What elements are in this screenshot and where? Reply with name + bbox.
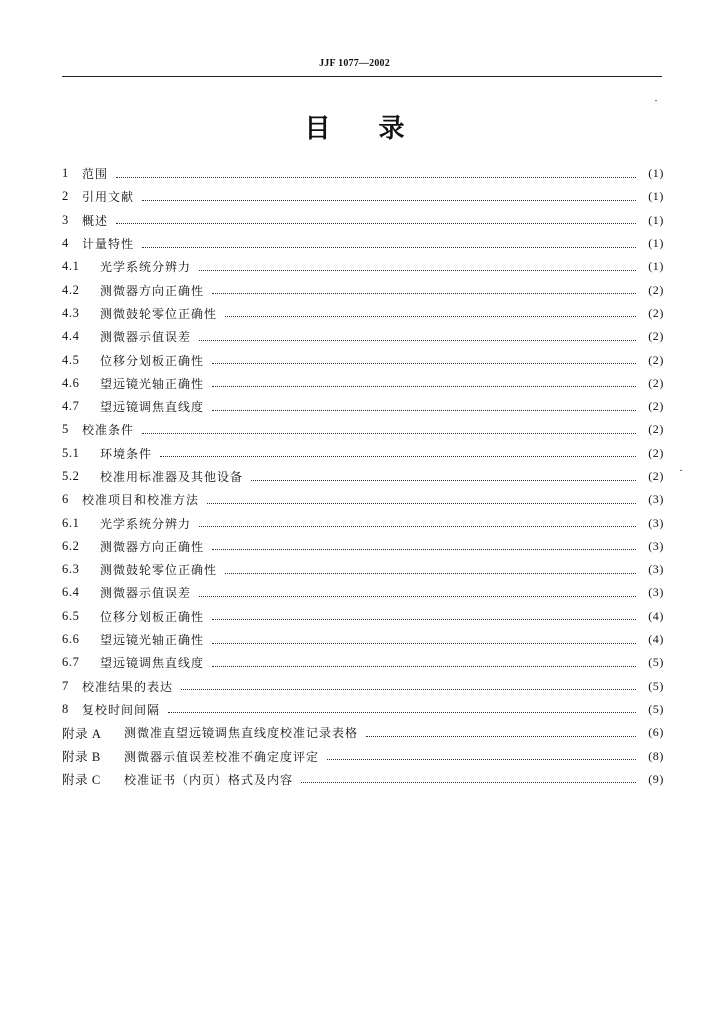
toc-entry-title: 测微器示值误差	[100, 330, 192, 345]
toc-dot-leader	[207, 502, 636, 504]
toc-dot-leader	[366, 735, 636, 737]
toc-entry-page: (2)	[648, 399, 664, 414]
toc-entry-number: 附录 C	[62, 773, 101, 788]
toc-entry-title: 范围	[82, 167, 109, 182]
toc-entry-number: 5.1	[62, 445, 80, 460]
toc-entry-number: 3	[62, 212, 69, 227]
toc-entry-title: 测微器示值误差	[100, 586, 192, 601]
toc-entry[interactable]	[62, 768, 664, 791]
toc-entry-title: 计量特性	[82, 237, 135, 252]
toc-entry-page: (3)	[648, 538, 664, 553]
toc-entry[interactable]	[62, 162, 664, 185]
toc-entry-title: 引用文献	[82, 190, 135, 205]
toc-dot-leader	[212, 548, 636, 550]
toc-dot-leader	[225, 572, 636, 574]
toc-entry-title: 光学系统分辨力	[100, 260, 192, 275]
toc-entry-title: 望远镜调焦直线度	[100, 656, 205, 671]
toc-entry[interactable]	[62, 628, 664, 651]
toc-entry[interactable]	[62, 581, 664, 604]
toc-entry-number: 7	[62, 678, 69, 693]
toc-entry[interactable]	[62, 418, 664, 441]
toc-entry[interactable]	[62, 395, 664, 418]
toc-entry-number: 6.4	[62, 585, 80, 600]
toc-entry-number: 6	[62, 492, 69, 507]
toc-dot-leader	[212, 362, 636, 364]
toc-entry-title: 位移分划板正确性	[100, 353, 205, 368]
toc-entry-title: 测微器方向正确性	[100, 539, 205, 554]
header-rule	[62, 76, 662, 77]
toc-entry-title: 复校时间间隔	[82, 702, 161, 717]
toc-entry-number: 附录 A	[62, 726, 102, 741]
toc-entry[interactable]	[62, 558, 664, 581]
scan-speck	[655, 100, 657, 101]
toc-entry-number: 5.2	[62, 469, 80, 483]
toc-entry-title: 测微鼓轮零位正确性	[100, 306, 218, 321]
toc-entry-number: 4	[62, 236, 69, 251]
toc-entry[interactable]	[62, 744, 664, 767]
toc-entry-page: (5)	[648, 655, 664, 670]
toc-entry-title: 校准用标准器及其他设备	[100, 470, 244, 484]
toc-entry-page: (5)	[648, 701, 664, 716]
toc-entry[interactable]	[62, 675, 664, 698]
toc-entry[interactable]	[62, 605, 664, 628]
toc-entry-number: 4.5	[62, 352, 80, 367]
toc-entry-page: (6)	[648, 725, 664, 740]
toc-dot-leader	[142, 199, 636, 201]
toc-dot-leader	[199, 595, 636, 597]
toc-dot-leader	[116, 222, 636, 224]
toc-entry[interactable]	[62, 325, 664, 348]
toc-entry-number: 8	[62, 701, 69, 716]
toc-dot-leader	[212, 385, 636, 387]
toc-entry[interactable]	[62, 302, 664, 325]
toc-entry-title: 校准证书（内页）格式及内容	[124, 772, 294, 787]
page-title-char-1: 目	[304, 114, 331, 144]
toc-entry-title: 望远镜光轴正确性	[100, 633, 205, 648]
toc-dot-leader	[142, 246, 636, 248]
toc-entry-page: (8)	[648, 748, 664, 763]
toc-entry[interactable]	[62, 209, 664, 232]
toc-entry[interactable]	[62, 698, 664, 721]
toc-entry-number: 4.3	[62, 305, 80, 320]
toc-entry-number: 6.3	[62, 562, 80, 577]
toc-entry-number: 5	[62, 422, 69, 437]
toc-entry-page: (2)	[648, 445, 664, 460]
toc-entry-page: (2)	[648, 305, 664, 320]
toc-entry-page: (1)	[648, 212, 664, 227]
toc-dot-leader	[327, 758, 636, 760]
toc-entry-title: 校准结果的表达	[82, 679, 174, 694]
toc-entry-number: 6.7	[62, 655, 80, 670]
toc-entry-title: 测微器示值误差校准不确定度评定	[124, 749, 320, 764]
toc-entry-number: 6.6	[62, 632, 80, 647]
toc-entry-title: 测微鼓轮零位正确性	[100, 563, 218, 578]
toc-entry-title: 位移分划板正确性	[100, 609, 205, 624]
toc-dot-leader	[212, 292, 636, 294]
toc-dot-leader	[116, 176, 636, 178]
toc-entry-title: 测微准直望远镜调焦直线度校准记录表格	[124, 726, 359, 741]
toc-dot-leader	[199, 339, 636, 341]
toc-dot-leader	[181, 688, 636, 690]
toc-entry-title: 望远镜调焦直线度	[100, 400, 205, 415]
toc-entry-page: (2)	[648, 282, 664, 297]
toc-dot-leader	[225, 315, 636, 317]
toc-entry-number: 2	[62, 189, 69, 204]
toc-entry-title: 环境条件	[100, 446, 153, 461]
toc-entry[interactable]	[62, 255, 664, 278]
toc-entry[interactable]	[62, 348, 664, 371]
toc-entry[interactable]	[62, 232, 664, 255]
toc-entry-page: (3)	[648, 585, 664, 600]
toc-dot-leader	[212, 618, 636, 620]
toc-dot-leader	[160, 455, 636, 457]
toc-entry[interactable]	[62, 372, 664, 395]
toc-entry-page: (1)	[648, 166, 664, 181]
toc-entry-page: (1)	[648, 189, 664, 204]
toc-entry[interactable]	[62, 465, 664, 488]
toc-entry-page: (4)	[648, 632, 664, 647]
toc-entry[interactable]	[62, 278, 664, 301]
toc-dot-leader	[212, 642, 636, 644]
toc-dot-leader	[168, 711, 636, 713]
toc-entry[interactable]	[62, 488, 664, 511]
toc-entry-title: 校准条件	[82, 423, 135, 438]
toc-entry-number: 4.1	[62, 259, 80, 274]
toc-entry-title: 望远镜光轴正确性	[100, 376, 205, 391]
toc-entry-number: 4.4	[62, 329, 80, 344]
toc-entry-page: (2)	[648, 352, 664, 367]
toc-entry-title: 概述	[82, 213, 109, 228]
toc-entry-page: (2)	[648, 469, 664, 483]
toc-entry-page: (2)	[648, 375, 664, 390]
toc-entry-page: (3)	[648, 562, 664, 577]
toc-entry-page: (3)	[648, 492, 664, 507]
toc-entry-title: 光学系统分辨力	[100, 516, 192, 531]
toc-entry-title: 校准项目和校准方法	[82, 493, 200, 508]
toc-entry-page: (2)	[648, 329, 664, 344]
toc-entry-page: (3)	[648, 515, 664, 530]
toc-entry-page: (4)	[648, 608, 664, 623]
table-of-contents	[62, 162, 664, 791]
toc-dot-leader	[212, 409, 636, 411]
toc-entry-page: (1)	[648, 236, 664, 251]
page-title	[0, 108, 709, 145]
toc-entry-page: (2)	[648, 422, 664, 437]
toc-entry-page: (9)	[648, 771, 664, 786]
toc-entry[interactable]	[62, 442, 664, 465]
toc-entry[interactable]	[62, 535, 664, 558]
toc-entry-number: 1	[62, 166, 69, 181]
toc-entry-page: (1)	[648, 259, 664, 274]
toc-entry-number: 4.2	[62, 282, 80, 297]
document-code: JJF 1077—2002	[319, 58, 390, 69]
toc-dot-leader	[212, 665, 636, 667]
toc-dot-leader	[251, 479, 636, 481]
toc-entry[interactable]	[62, 511, 664, 534]
toc-entry-number: 4.7	[62, 399, 80, 414]
toc-dot-leader	[142, 432, 636, 434]
toc-entry[interactable]	[62, 651, 664, 674]
toc-entry-number: 6.5	[62, 608, 80, 623]
scan-speck	[680, 470, 682, 471]
toc-entry[interactable]	[62, 721, 664, 744]
toc-dot-leader	[199, 525, 636, 527]
toc-entry-number: 4.6	[62, 375, 80, 390]
toc-entry-number: 6.2	[62, 538, 80, 553]
toc-entry[interactable]	[62, 185, 664, 208]
toc-dot-leader	[199, 269, 636, 271]
toc-entry-number: 附录 B	[62, 750, 101, 765]
toc-entry-number: 6.1	[62, 515, 80, 530]
toc-dot-leader	[301, 781, 636, 783]
toc-entry-page: (5)	[648, 678, 664, 693]
toc-entry-title: 测微器方向正确性	[100, 283, 205, 298]
page-title-char-2: 录	[378, 114, 405, 144]
